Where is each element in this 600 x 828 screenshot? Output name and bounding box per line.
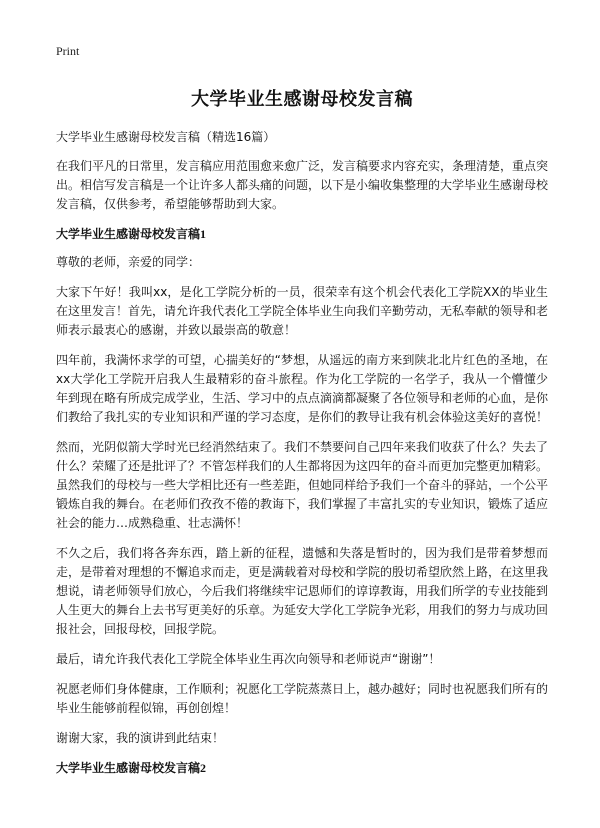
section-heading-number: 1 <box>200 227 207 241</box>
closing-paragraph: 谢谢大家，我的演讲到此结束！ <box>56 731 225 745</box>
page-title: 大学毕业生感谢母校发言稿 <box>191 89 413 110</box>
print-label[interactable]: Print <box>56 44 80 58</box>
section-heading-number: 2 <box>200 761 207 775</box>
salutation-paragraph: 尊敬的老师，亲爱的同学： <box>56 255 201 269</box>
document-page <box>56 44 548 787</box>
section-heading-text: 大学毕业生感谢母校发言稿 <box>56 761 201 775</box>
body-paragraph: 不久之后，我们将各奔东西，踏上新的征程，遗憾和失落是暂时的，因为我们是带着梦想而走，是带着对理想的不懈追求而走，更是满载着对母校和学院的殷切希望欣然上路，在这里我想说，请老师领导们放心，今后我们将继续牢记恩师们的谆谆教诲，用我们所学的专业技能到人生更大的舞台上去书写更美好的乐章。为延安大学化工学院争光彩，用我们的努力与成功回报社会，回报母校，回报学院。 <box>56 546 549 636</box>
body-paragraph: 祝愿老师们身体健康，工作顺利；祝愿化工学院蒸蒸日上，越办越好；同时也祝愿我们所有的毕业生能够前程似锦，再创创煌！ <box>56 682 549 715</box>
section-heading-text: 大学毕业生感谢母校发言稿 <box>56 227 201 241</box>
section-heading-1 <box>56 225 548 242</box>
body-paragraph: 大家下午好！我叫xx，是化工学院分析的一员，很荣幸有这个机会代表化工学院XX的毕业生在这里发言！首先，请允许我代表化工学院全体毕业生向我们辛勤劳动，无私奉献的领导和老师表示最衷心的感谢，并致以最崇高的敬意！ <box>56 285 549 337</box>
section-heading-2 <box>56 759 548 776</box>
body-paragraph: 最后，请允许我代表化工学院全体毕业生再次向领导和老师说声“谢谢”！ <box>56 652 441 666</box>
body-paragraph: 四年前，我满怀求学的可望，心揣美好的“梦想，从遥远的南方来到陕北北片红色的圣地，在xx大学化工学院开启我人生最精彩的奋斗旅程。作为化工学院的一名学子，我从一个懵懂少年到现在略有所成完成学业，生活、学习中的点点滴滴都凝聚了各位领导和老师的心血，是你们教给了我扎实的专业知识和严谨的学习态度，是你们的教导让我有机会体验这美好的喜悦！ <box>56 353 549 424</box>
body-paragraph: 然而，光阴似箭大学时光已经消然结束了。我们不禁要问自己四年来我们收获了什么？失去了什么？荣耀了还是批评了？不管怎样我们的人生都将因为这四年的奋斗而更加完整更加精彩。虽然我们的母校与一些大学相比还有一些差距，但她同样给予我们一个奋斗的驿站，一个公平锻炼自我的舞台。在老师们孜孜不倦的教诲下，我们掌握了丰富扎实的专业知识，锻炼了适应社会的能力…成熟稳重、壮志满怀！ <box>56 440 549 530</box>
intro-paragraph: 在我们平凡的日常里，发言稿应用范围愈来愈广泛，发言稿要求内容充实，条理清楚，重点突出。相信写发言稿是一个让许多人都头痛的问题，以下是小编收集整理的大学毕业生感谢母校发言稿，仅供参考，希望能够帮助到大家。 <box>56 159 549 211</box>
document-subtitle: 大学毕业生感谢母校发言稿（精选16篇） <box>56 130 276 144</box>
